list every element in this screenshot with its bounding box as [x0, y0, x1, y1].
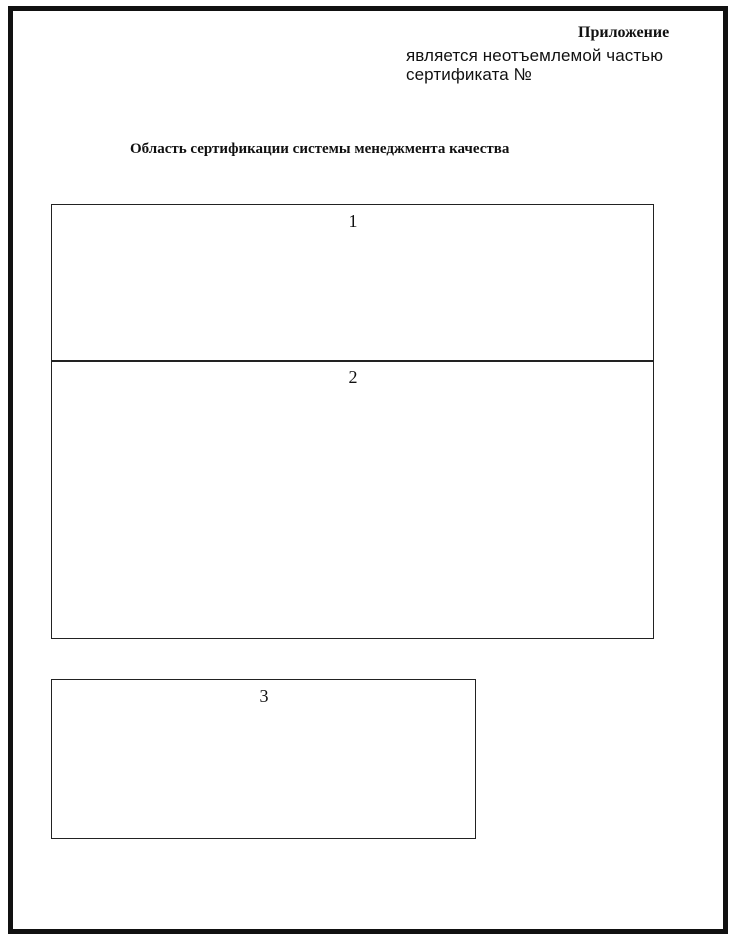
appendix-title: Приложение	[578, 24, 670, 41]
field-box-3	[51, 679, 476, 839]
field-box-2	[51, 360, 654, 639]
field-box-number: 1	[348, 211, 358, 231]
field-box-1	[51, 204, 654, 362]
document-heading: Область сертификации системы менеджмента качества	[130, 141, 510, 157]
appendix-note-line: является неотъемлемой частью	[406, 46, 664, 65]
appendix-note-line: сертификата №	[406, 65, 533, 84]
field-box-number: 2	[348, 367, 358, 387]
field-box-number: 3	[259, 686, 269, 706]
appendix-note	[406, 46, 663, 84]
